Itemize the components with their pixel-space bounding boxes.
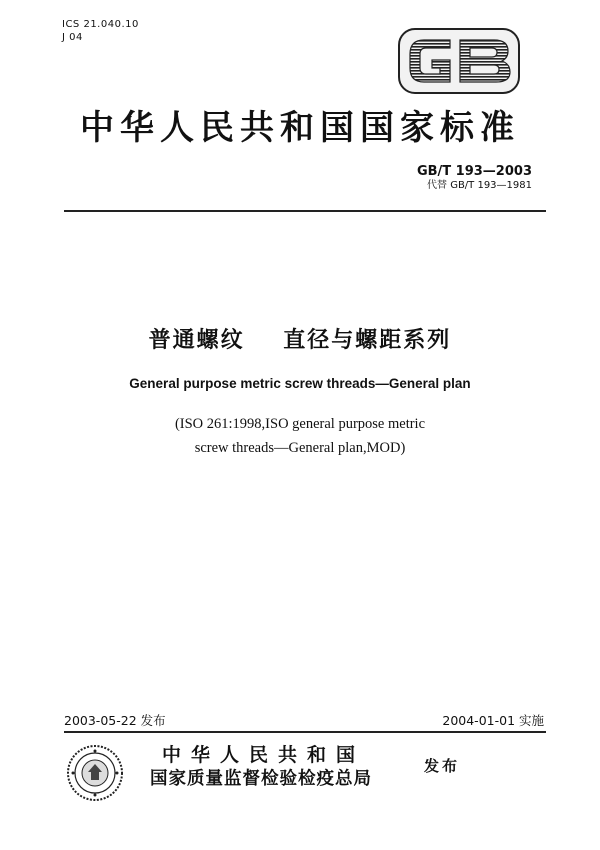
issuer-line-1: 中华人民共和国 <box>162 744 366 766</box>
gb-logo-icon <box>398 28 520 94</box>
issue-date: 2003-05-22 发布 <box>64 713 166 728</box>
top-divider <box>64 210 546 212</box>
bottom-divider <box>64 731 546 733</box>
document-title-cn: 普通螺纹 直径与螺距系列 <box>148 328 452 353</box>
document-title-en: General purpose metric screw threads—General plan <box>129 376 471 391</box>
replaces-note: 代替 GB/T 193—1981 <box>427 180 532 191</box>
class-code: J 04 <box>62 32 83 43</box>
implementation-date: 2004-01-01 实施 <box>442 713 544 728</box>
main-title: 中华人民共和国国家标准 <box>80 108 520 148</box>
standard-number: GB/T 193—2003 <box>416 164 532 179</box>
ics-code: ICS 21.040.10 <box>62 19 139 30</box>
official-seal-icon <box>66 744 124 802</box>
issuer-line-2: 国家质量监督检验检疫总局 <box>150 769 372 789</box>
classification-codes <box>62 18 139 44</box>
publish-label: 发布 <box>424 757 461 775</box>
iso-reference-line-1: (ISO 261:1998,ISO general purpose metric <box>174 416 426 432</box>
iso-reference-line-2: screw threads—General plan,MOD) <box>194 440 406 456</box>
